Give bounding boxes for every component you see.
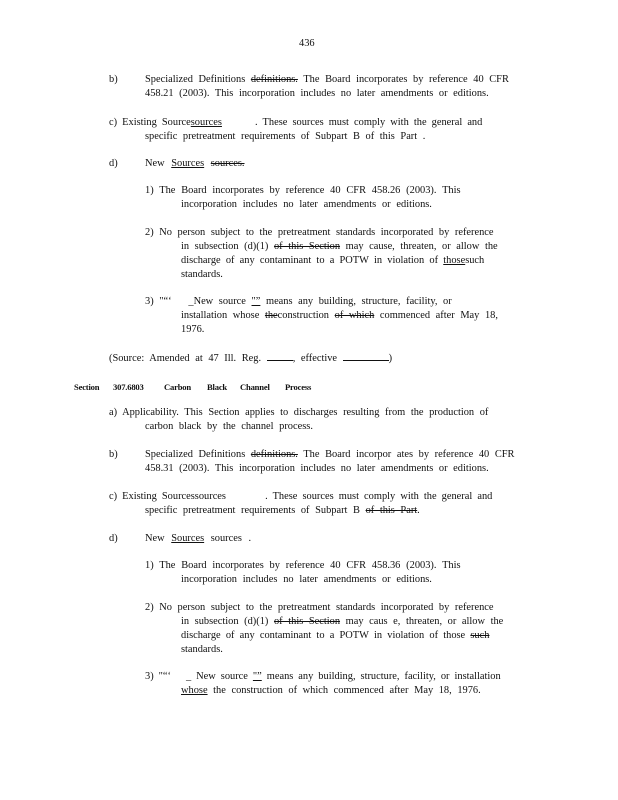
struck-text: such (470, 630, 490, 641)
item-d1-line-2: incorporation includes no later amendments or editions. (181, 199, 432, 210)
struck-text: sources. (210, 158, 245, 169)
item-b-line-2: 458.21 (2003). This incorporation includes no later amendments or editions. (145, 88, 489, 99)
section-number: 307.6803 (113, 382, 144, 392)
s2-item-d-line: New Sources sources . (145, 533, 252, 544)
item-d3-line-3: 1976. (181, 324, 205, 335)
item-d1-line-1: 1) The Board incorporates by reference 40 CFR 458.26 (2003). This (145, 185, 461, 196)
item-d-label: d) (109, 158, 118, 169)
blank-effective-date (343, 351, 389, 361)
s2-item-d3-line-2: whose the construction of which commenced after May 18, 1976. (181, 685, 481, 696)
item-d3-line-2: installation whose theconstruction of which commenced after May 18, (181, 310, 498, 321)
s2-item-d3-line-1: 3) "“‘ _ New source "” means any building, structure, facility, or installation (145, 671, 501, 682)
s2-item-b-line-2: 458.31 (2003). This incorporation includes no later amendments or editions. (145, 463, 489, 474)
s2-item-d-label: d) (109, 533, 118, 544)
item-d2-line-3: discharge of any contaminant to a POTW in violation of thosesuch (181, 255, 485, 266)
s2-item-d2-line-2: in subsection (d)(1) of this Section may caus e, threaten, or allow the (181, 616, 504, 627)
struck-text: the (264, 310, 278, 321)
s2-item-d2-line-4: standards. (181, 644, 223, 655)
source-note: (Source: Amended at 47 Ill. Reg. , effective ) (109, 353, 393, 364)
inserted-text: sources (190, 117, 222, 128)
item-d2-line-4: standards. (181, 269, 223, 280)
s2-item-d2-line-1: 2) No person subject to the pretreatment standards incorporated by reference (145, 602, 494, 613)
s2-item-a-line-1: a) Applicability. This Section applies to discharges resulting from the production of (109, 407, 489, 418)
s2-item-b-label: b) (109, 449, 118, 460)
struck-text: of which (334, 310, 375, 321)
section-title-word: Channel (240, 382, 270, 392)
s2-item-c-line-2: specific pretreatment requirements of Subpart B of this Part. (145, 505, 420, 516)
page-number: 436 (299, 38, 315, 49)
s2-item-d2-line-3: discharge of any contaminant to a POTW in violation of those such (181, 630, 490, 641)
section-header (0, 381, 618, 393)
section-title-word: Process (285, 382, 312, 392)
struck-text: definitions. (250, 449, 298, 460)
struck-text: definitions. (250, 74, 298, 85)
item-c-line-2: specific pretreatment requirements of Subpart B of this Part . (145, 131, 426, 142)
inserted-text: "” (252, 671, 262, 682)
inserted-text: those (443, 255, 466, 266)
item-d-line: New Sources sources. (145, 158, 245, 169)
item-d3-line-1: 3) "“‘ _New source "” means any building, structure, facility, or (145, 296, 452, 307)
inserted-text: "” (251, 296, 261, 307)
inserted-text: Sources (171, 533, 205, 544)
struck-text: of this Section (273, 616, 341, 627)
struck-text: of this Part (365, 505, 418, 516)
section-title-word: Carbon (164, 382, 191, 392)
item-d2-line-1: 2) No person subject to the pretreatment standards incorporated by reference (145, 227, 494, 238)
blank-reg-number (267, 351, 293, 361)
s2-item-d1-line-2: incorporation includes no later amendments or editions. (181, 574, 432, 585)
item-d2-line-2: in subsection (d)(1) of this Section may cause, threaten, or allow the (181, 241, 498, 252)
s2-item-c-line-1: c) Existing Sourcessources . These sources must comply with the general and (109, 491, 493, 502)
item-c-line-1: c) Existing Sourcesources . These sources must comply with the general and (109, 117, 483, 128)
section-word: Section (74, 382, 100, 392)
s2-item-b-line-1: Specialized Definitions definitions. The Board incorpor ates by reference 40 CFR (145, 449, 515, 460)
struck-text: of this Section (273, 241, 341, 252)
item-b-label: b) (109, 74, 118, 85)
s2-item-a-line-2: carbon black by the channel process. (145, 421, 313, 432)
section-title-word: Black (207, 382, 228, 392)
item-b-line-1: Specialized Definitions definitions. The Board incorporates by reference 40 CFR (145, 74, 509, 85)
s2-item-d1-line-1: 1) The Board incorporates by reference 40 CFR 458.36 (2003). This (145, 560, 461, 571)
inserted-text: Sources (171, 158, 205, 169)
inserted-text: whose (181, 685, 208, 696)
